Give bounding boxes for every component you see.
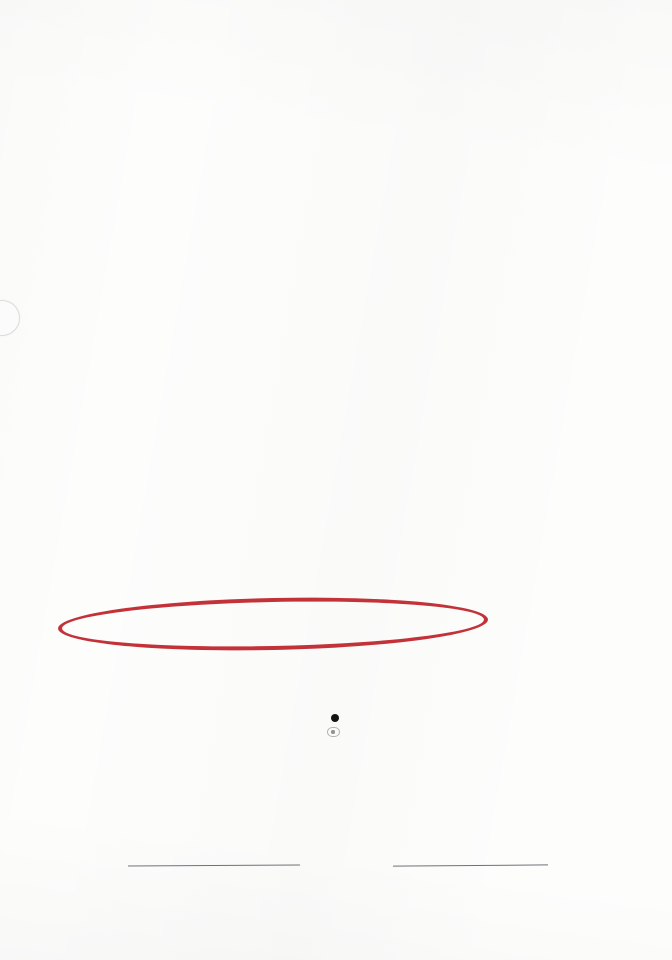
signature-line-left — [128, 864, 300, 866]
signature-line-right — [393, 864, 548, 866]
page-header — [56, 5, 632, 27]
hole-punch-mark — [0, 300, 20, 336]
red-highlight-ellipse — [58, 594, 489, 655]
eye-icon — [327, 727, 340, 737]
solid-dot-icon — [331, 714, 339, 722]
legend-visual-check — [56, 727, 616, 737]
legend-block — [56, 714, 616, 742]
legend-extra-cost — [56, 714, 616, 722]
